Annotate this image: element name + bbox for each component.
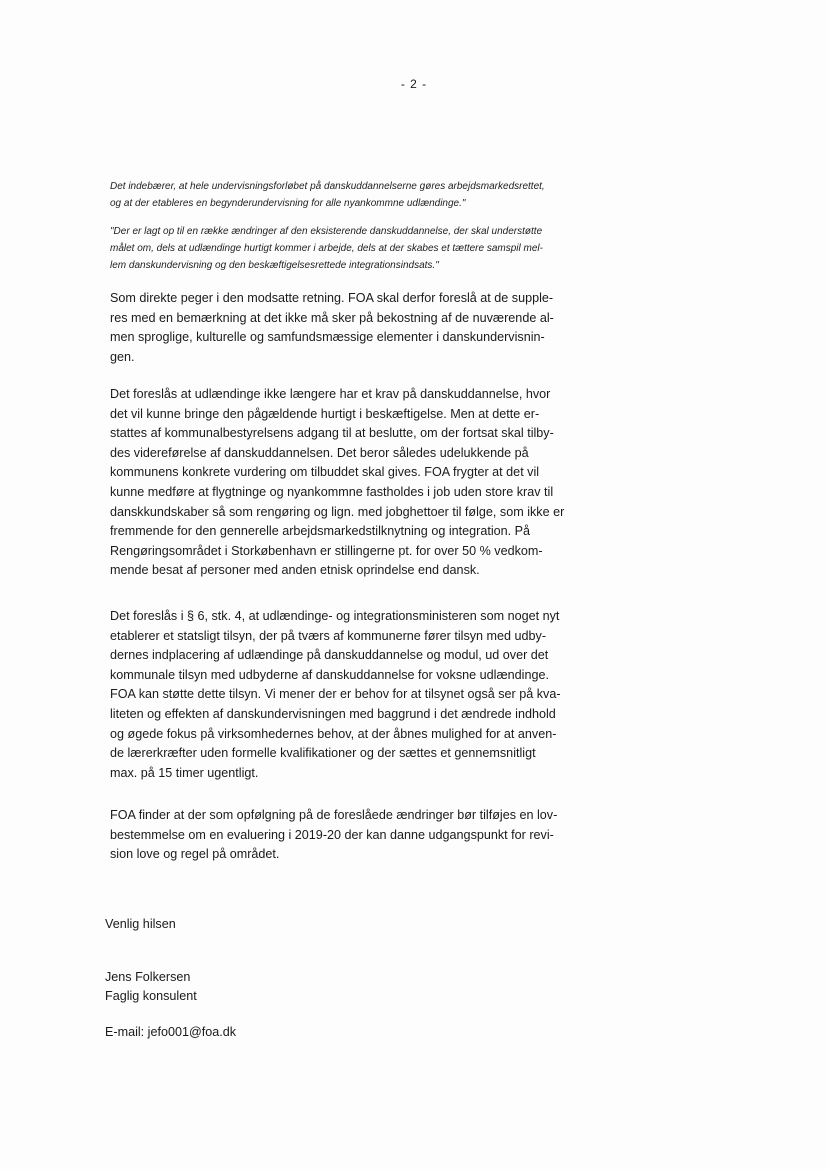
paragraph-line: Det foreslås at udlændinge ikke længere har et krav på danskuddannelse, hvor xyxy=(110,387,551,401)
paragraph-line: de lærerkræfter uden formelle kvalifikationer og der sættes et gennemsnitligt xyxy=(110,746,536,761)
paragraph-line: Rengøringsområdet i Storkøbenhavn er stillingerne pt. for over 50 % vedkom- xyxy=(110,543,543,558)
contact-email: E-mail: jefo001@foa.dk xyxy=(105,1025,237,1039)
paragraph xyxy=(110,289,600,367)
paragraph-line: og øgede fokus på virksomhedernes behov, at der åbnes mulighed for at anven- xyxy=(110,726,557,741)
quote-block xyxy=(110,223,600,274)
paragraph-line: danskkundskaber så som rengøring og lign. med jobghettoer til følge, som ikke er xyxy=(110,504,565,519)
quote-block xyxy=(110,178,600,212)
paragraph-line: stattes af kommunalbestyrelsens adgang til at beslutte, om der fortsat skal tilby- xyxy=(110,426,554,441)
quote-line: lem danskundervisning og den beskæftigelsesrettede integrationsindsats." xyxy=(110,260,439,271)
paragraph-line: res med en bemærkning at det ikke må sker på bekostning af de nuværende al- xyxy=(110,310,554,325)
signature-name: Jens Folkersen xyxy=(105,970,191,984)
paragraph-line: max. på 15 timer ugentligt. xyxy=(110,765,259,780)
quote-line: målet om, dels at udlændinge hurtigt kommer i arbejde, dels at der skabes et tættere samspil mel- xyxy=(110,243,543,254)
paragraph-line: etablerer et statsligt tilsyn, der på tværs af kommunerne fører tilsyn med udby- xyxy=(110,628,547,643)
paragraph-line: mende besat af personer med anden etnisk oprindelse end dansk. xyxy=(110,563,480,578)
closing-greeting: Venlig hilsen xyxy=(105,917,176,931)
paragraph xyxy=(110,806,600,865)
quote-line: "Der er lagt op til en række ændringer af den eksisterende danskuddannelse, der skal understøtte xyxy=(110,226,543,237)
paragraph-line: bestemmelse om en evaluering i 2019-20 der kan danne udgangspunkt for revi- xyxy=(110,827,554,842)
paragraph-line: men sproglige, kulturelle og samfundsmæssige elementer i danskundervisnin- xyxy=(110,330,545,345)
paragraph-line: kommunens konkrete vurdering om tilbuddet skal gives. FOA frygter at det vil xyxy=(110,465,540,480)
quote-line: Det indebærer, at hele undervisningsforløbet på danskuddannelserne gøres arbejdsmarkedsrettet, xyxy=(110,181,545,192)
paragraph-line: FOA finder at der som opfølgning på de foreslåede ændringer bør tilføjes en lov- xyxy=(110,808,558,822)
paragraph-line: liteten og effekten af danskundervisningen med baggrund i det ændrede indhold xyxy=(110,706,556,721)
paragraph-line: det vil kunne bringe den pågældende hurtigt i beskæftigelse. Men at dette er- xyxy=(110,406,540,421)
page-number: - 2 - xyxy=(400,77,428,91)
paragraph-line: kunne medføre at flygtninge og nyankommne fastholdes i job uden store krav til xyxy=(110,484,554,499)
paragraph-line: des videreførelse af danskuddannelsen. Det beror således udelukkende på xyxy=(110,445,529,460)
paragraph xyxy=(110,385,600,581)
paragraph xyxy=(110,607,600,783)
quote-line: og at der etableres en begynderundervisning for alle nyankommne udlændinge." xyxy=(110,198,466,209)
paragraph-line: dernes indplacering af udlændinge på danskuddannelse og modul, ud over det xyxy=(110,648,549,663)
paragraph-line: fremmende for den gennerelle arbejdsmarkedstilknytning og integration. På xyxy=(110,524,531,539)
paragraph-line: FOA kan støtte dette tilsyn. Vi mener der er behov for at tilsynet også ser på kva- xyxy=(110,687,561,702)
paragraph-line: gen. xyxy=(110,349,135,364)
signature-title: Faglig konsulent xyxy=(105,989,197,1003)
paragraph-line: Som direkte peger i den modsatte retning. FOA skal derfor foreslå at de supple- xyxy=(110,291,554,305)
paragraph-line: sion love og regel på området. xyxy=(110,847,280,862)
paragraph-line: Det foreslås i § 6, stk. 4, at udlændinge- og integrationsministeren som noget nyt xyxy=(110,609,560,623)
paragraph-line: kommunale tilsyn med udbyderne af danskuddannelse for voksne udlændinge. xyxy=(110,667,549,682)
